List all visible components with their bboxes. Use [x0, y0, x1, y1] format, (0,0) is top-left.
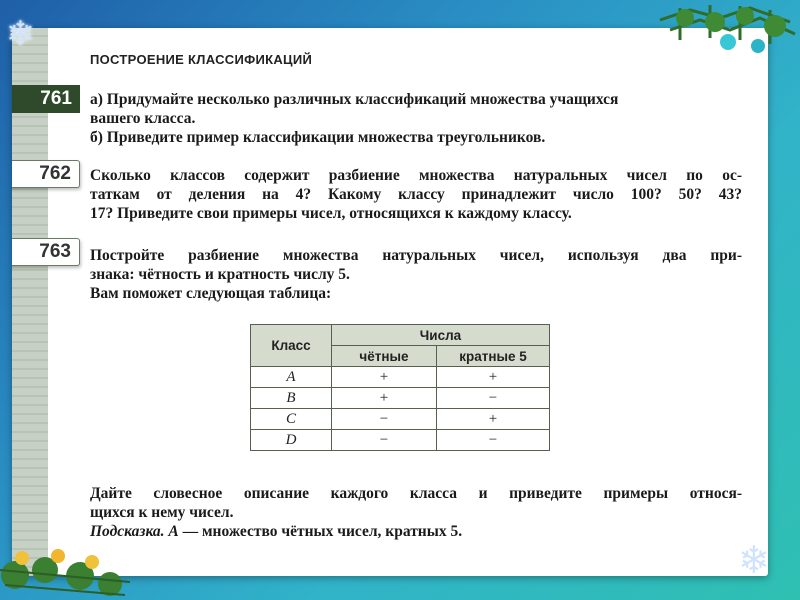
task-line: вашего класса. — [90, 110, 196, 127]
task-761-text — [90, 90, 742, 147]
task-line: Сколько классов содержит разбиение множества натуральных чисел по ос- — [90, 167, 742, 184]
table-row — [251, 430, 550, 451]
task-number-762: 762 — [12, 160, 80, 188]
table-cell-even: + — [332, 388, 437, 409]
ornament-ball-icon — [751, 39, 765, 53]
table-cell-even: − — [332, 409, 437, 430]
hint-label: Подсказка. А — [90, 523, 179, 540]
table-row — [251, 367, 550, 388]
task-line: Вам поможет следующая таблица: — [90, 285, 332, 302]
table-cell-mult5: + — [437, 367, 550, 388]
task-line: знака: чётность и кратность числу 5. — [90, 266, 350, 283]
task-762-text — [90, 166, 742, 223]
table-header-group: Числа — [332, 325, 550, 346]
hint-line — [90, 522, 742, 541]
hint-text: — множество чётных чисел, кратных 5. — [178, 523, 463, 540]
table-cell-mult5: − — [437, 388, 550, 409]
task-line: щихся к нему чисел. — [90, 504, 234, 521]
pine-garland-icon — [650, 0, 800, 70]
table-cell-even: − — [332, 430, 437, 451]
table-cell-even: + — [332, 367, 437, 388]
table-row — [251, 388, 550, 409]
task-line: 17? Приведите свои примеры чисел, относящихся к каждому классу. — [90, 205, 572, 222]
task-number-763: 763 — [12, 238, 80, 266]
snowflake-icon: ❄ — [738, 538, 770, 582]
table-cell-mult5: + — [437, 409, 550, 430]
task-line: Постройте разбиение множества натуральных чисел, используя два при- — [90, 247, 742, 264]
table-header-mult5: кратные 5 — [437, 346, 550, 367]
ornament-ball-icon — [720, 34, 736, 50]
classification-table — [250, 324, 550, 451]
table-cell-class: C — [251, 409, 332, 430]
table-cell-class: D — [251, 430, 332, 451]
task-line: а) Придумайте несколько различных классификаций множества учащихся — [90, 91, 619, 108]
task-line: б) Приведите пример классификации множества треугольников. — [90, 129, 546, 146]
task-line: Дайте словесное описание каждого класса и приведите примеры относя- — [90, 485, 742, 502]
snowflake-icon: ❄ — [6, 14, 35, 54]
task-line: таткам от деления на 4? Какому классу принадлежит число 100? 50? 43? — [90, 186, 742, 203]
ornament-ball-icon — [15, 551, 29, 565]
table-cell-mult5: − — [437, 430, 550, 451]
table-cell-class: A — [251, 367, 332, 388]
task-763-text — [90, 246, 742, 303]
table-row — [251, 409, 550, 430]
ornament-ball-icon — [51, 549, 65, 563]
task-number-761: 761 — [12, 85, 80, 113]
table-header-even: чётные — [332, 346, 437, 367]
table-cell-class: B — [251, 388, 332, 409]
textbook-page — [12, 28, 768, 576]
table-header-class: Класс — [251, 325, 332, 367]
after-table-text — [90, 484, 742, 541]
classification-table-wrap — [250, 324, 550, 451]
pine-garland-icon — [0, 540, 130, 600]
section-title: ПОСТРОЕНИЕ КЛАССИФИКАЦИЙ — [90, 52, 313, 67]
ornament-ball-icon — [85, 555, 99, 569]
